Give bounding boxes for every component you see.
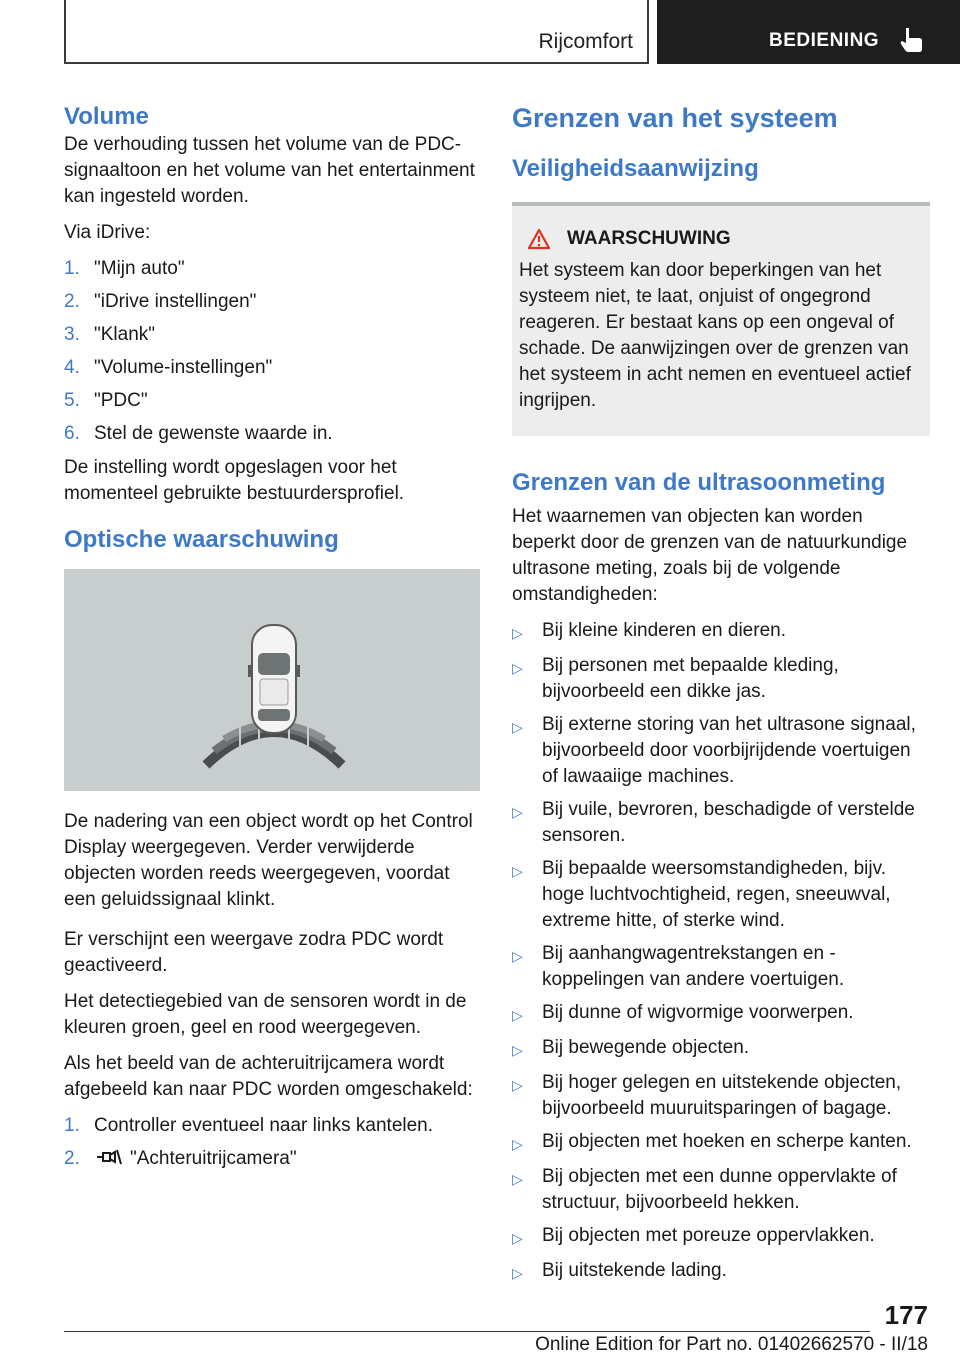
list-item: 1. "Mijn auto" (64, 258, 185, 279)
bullet-icon: ▷ (512, 1077, 523, 1093)
warning-title-row (527, 228, 922, 250)
left-column (64, 100, 480, 1180)
list-item: 2. "iDrive instellingen" (64, 291, 257, 312)
bullet-icon: ▷ (512, 719, 523, 735)
pdc-display-image (64, 569, 480, 791)
car-sensor-illustration (64, 569, 480, 791)
optical-warning-heading: Optische waarschuwing (64, 526, 339, 553)
list-item: 3. "Klank" (64, 324, 156, 345)
rear-camera-icon (94, 1146, 124, 1168)
system-limits-heading: Grenzen van het systeem (512, 103, 838, 133)
page-number: 177 (884, 1300, 928, 1330)
warning-box (512, 202, 930, 436)
bullet-icon: ▷ (512, 660, 523, 676)
volume-heading: Volume (64, 103, 149, 130)
warning-text: Het systeem kan door beperkingen van het systeem niet, te laat, onjuist of ongegrond reageren. Er bestaat kans op een ongeval of schade. De aanwijzingen over de grenzen van het systeem in acht nemen en eventueel actief ingrijpen. (519, 260, 911, 411)
list-item: ▷ Bij objecten met hoeken en scherpe kanten. (512, 1129, 930, 1157)
bullet-icon: ▷ (512, 1230, 523, 1246)
approach-text: De nadering van een object wordt op het Control Display weergegeven. Verder verwijderde objecten worden reeds weergegeven, voordat een geluidssignaal klinkt. (64, 811, 473, 910)
list-item: 5. "PDC" (64, 390, 148, 411)
list-item: ▷ Bij externe storing van het ultrasone signaal, bijvoorbeeld door voorbijrijdende voertuigen of lawaaiige machines. (512, 712, 930, 790)
list-item: ▷ Bij kleine kinderen en dieren. (512, 618, 930, 646)
limitations-list (512, 618, 930, 1286)
camera-text: Als het beeld van de achteruitrijcamera wordt afgebeeld kan naar PDC worden omgeschakeld: (64, 1053, 473, 1100)
pointing-hand-icon (897, 24, 927, 54)
bullet-icon: ▷ (512, 1007, 523, 1023)
detection-text: Het detectiegebied van de sensoren wordt in de kleuren groen, geel en rood weergegeven. (64, 991, 467, 1038)
header-chapter-box (657, 0, 960, 64)
bullet-icon: ▷ (512, 804, 523, 820)
bullet-icon: ▷ (512, 625, 523, 641)
bullet-icon: ▷ (512, 1265, 523, 1281)
volume-text: De verhouding tussen het volume van de PDC-signaaltoon en het volume van het entertainment kan ingesteld worden. (64, 134, 475, 207)
display-text: Er verschijnt een weergave zodra PDC wordt geactiveerd. (64, 929, 444, 976)
list-item: 1. Controller eventueel naar links kantelen. (64, 1115, 434, 1136)
list-item: 2. "Achteruitrijcamera" (64, 1148, 297, 1169)
bullet-icon: ▷ (512, 1136, 523, 1152)
list-item: ▷ Bij aanhangwagentrekstangen en -koppelingen van andere voertuigen. (512, 941, 930, 993)
list-item: ▷ Bij hoger gelegen en uitstekende objecten, bijvoorbeeld muuruitsparingen of bagage. (512, 1070, 930, 1122)
idrive-steps-list (64, 256, 480, 447)
ultrasonic-heading: Grenzen van de ultrasoonmeting (512, 469, 886, 496)
warning-triangle-icon (527, 228, 551, 250)
bullet-icon: ▷ (512, 1171, 523, 1187)
via-idrive-text: Via iDrive: (64, 222, 151, 243)
list-item: ▷ Bij bepaalde weersomstandigheden, bijv. hoge luchtvochtigheid, regen, sneeuwval, extreme hitte, of sterke wind. (512, 856, 930, 934)
ultrasonic-text: Het waarnemen van objecten kan worden beperkt door de grenzen van de natuurkundige ultrasone meting, zoals bij de volgende omstandigheden: (512, 506, 908, 605)
list-item: ▷ Bij vuile, bevroren, beschadigde of verstelde sensoren. (512, 797, 930, 849)
header-chapter-title: BEDIENING (769, 30, 880, 51)
header-section-box (64, 0, 649, 64)
header-section-title: Rijcomfort (538, 30, 633, 53)
footer-edition: Online Edition for Part no. 01402662570 - II/18 (535, 1334, 928, 1355)
list-item: ▷ Bij bewegende objecten. (512, 1035, 930, 1063)
safety-heading: Veiligheidsaanwijzing (512, 155, 759, 182)
warning-title: WAARSCHUWING (567, 228, 731, 249)
list-item: 4. "Volume-instellingen" (64, 357, 273, 378)
footer-divider (64, 1331, 870, 1332)
list-item: 6. Stel de gewenste waarde in. (64, 423, 333, 444)
list-item: ▷ Bij objecten met poreuze oppervlakken. (512, 1223, 930, 1251)
saved-text: De instelling wordt opgeslagen voor het momenteel gebruikte bestuurdersprofiel. (64, 457, 405, 504)
list-item: ▷ Bij personen met bepaalde kleding, bijvoorbeeld een dikke jas. (512, 653, 930, 705)
list-item: ▷ Bij dunne of wigvormige voorwerpen. (512, 1000, 930, 1028)
bullet-icon: ▷ (512, 863, 523, 879)
list-item: ▷ Bij objecten met een dunne oppervlakte of structuur, bijvoorbeeld hekken. (512, 1164, 930, 1216)
camera-steps-list (64, 1113, 480, 1172)
list-item: ▷ Bij uitstekende lading. (512, 1258, 930, 1286)
bullet-icon: ▷ (512, 1042, 523, 1058)
right-column (512, 100, 930, 1293)
bullet-icon: ▷ (512, 948, 523, 964)
